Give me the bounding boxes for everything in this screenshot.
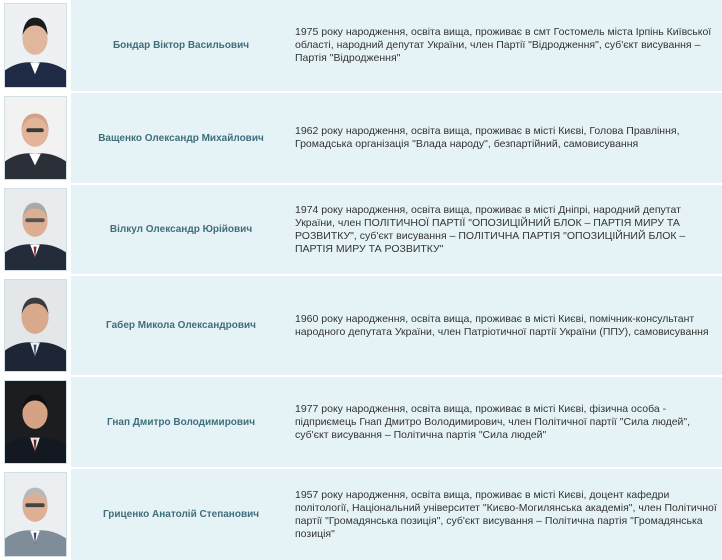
table-row (0, 185, 722, 274)
candidate-description: 1960 року народження, освіта вища, проживає в місті Києві, помічник-консультант народного депутата України, член Патріотичної партії України (ППУ), самовисування (295, 312, 709, 338)
portrait-photo-icon (4, 3, 67, 88)
portrait-photo-icon (4, 472, 67, 557)
table-row (0, 93, 722, 183)
table-row (0, 276, 722, 375)
portrait-photo-icon (4, 188, 67, 271)
candidate-description: 1975 року народження, освіта вища, проживає в смт Гостомель міста Ірпінь Київської області, народний депутат України, член Партії "Відродження", суб'єкт висування – Партія "Відродження" (295, 26, 712, 64)
candidate-description: 1962 року народження, освіта вища, проживає в місті Києві, Голова Правління, Громадська організація "Влада народу", безпартійний, самовисування (295, 125, 680, 150)
candidate-description-cell (291, 185, 722, 274)
table-row (0, 0, 722, 91)
candidate-name-cell (73, 469, 289, 560)
candidate-name: Гнап Дмитро Володимирович (106, 416, 256, 428)
candidate-description-cell (291, 377, 722, 467)
candidate-name: Вілкул Олександр Юрійович (109, 224, 253, 235)
photo-cell (0, 0, 71, 91)
portrait-photo-icon (4, 380, 67, 464)
table-row (0, 377, 722, 467)
candidate-name: Ващенко Олександр Михайлович (98, 132, 264, 144)
portrait-photo-icon (4, 279, 67, 372)
candidate-name-cell (73, 0, 289, 91)
photo-cell (0, 469, 71, 560)
candidate-description-cell (291, 469, 722, 560)
photo-cell (0, 276, 71, 375)
table-row (0, 469, 722, 560)
photo-cell (0, 93, 71, 183)
candidate-name-cell (73, 93, 289, 183)
candidate-name: Габер Микола Олександрович (106, 320, 256, 331)
portrait-photo-icon (4, 96, 67, 180)
candidate-name-cell (73, 276, 289, 375)
candidate-name: Бондар Віктор Васильович (112, 40, 250, 51)
candidate-description: 1974 року народження, освіта вища, проживає в місті Дніпрі, народний депутат України, член ПОЛІТИЧНОЇ ПАРТІЇ "ОПОЗИЦІЙНИЙ БЛОК – ПАРТІЯ МИРУ ТА РОЗВИТКУ", суб'єкт висування – ПОЛІТИЧНА ПАРТІЯ "ОПОЗИЦІЙНИЙ БЛОК – ПАРТІЯ МИРУ ТА РОЗВИТКУ" (295, 203, 686, 255)
photo-cell (0, 185, 71, 274)
candidate-description-cell (291, 276, 722, 375)
candidate-description: 1957 року народження, освіта вища, проживає в місті Києві, доцент кафедри політології, Національний університет "Києво-Могилянська академія", член Політичної партії "Громадянська позиція", суб'єкт висування – Політична партія "Громадянська позиція" (295, 488, 717, 540)
candidate-name-cell (73, 185, 289, 274)
candidate-description: 1977 року народження, освіта вища, проживає в місті Києві, фізична особа - підприємець Гнап Дмитро Володимирович, член Політичної партії "Сила людей", суб'єкт висування – Політична партія "Сила людей" (295, 402, 691, 441)
candidate-description-cell (291, 93, 722, 183)
photo-cell (0, 377, 71, 467)
candidate-description-cell (291, 0, 722, 91)
candidate-name: Гриценко Анатолій Степанович (102, 509, 260, 520)
candidate-name-cell (73, 377, 289, 467)
